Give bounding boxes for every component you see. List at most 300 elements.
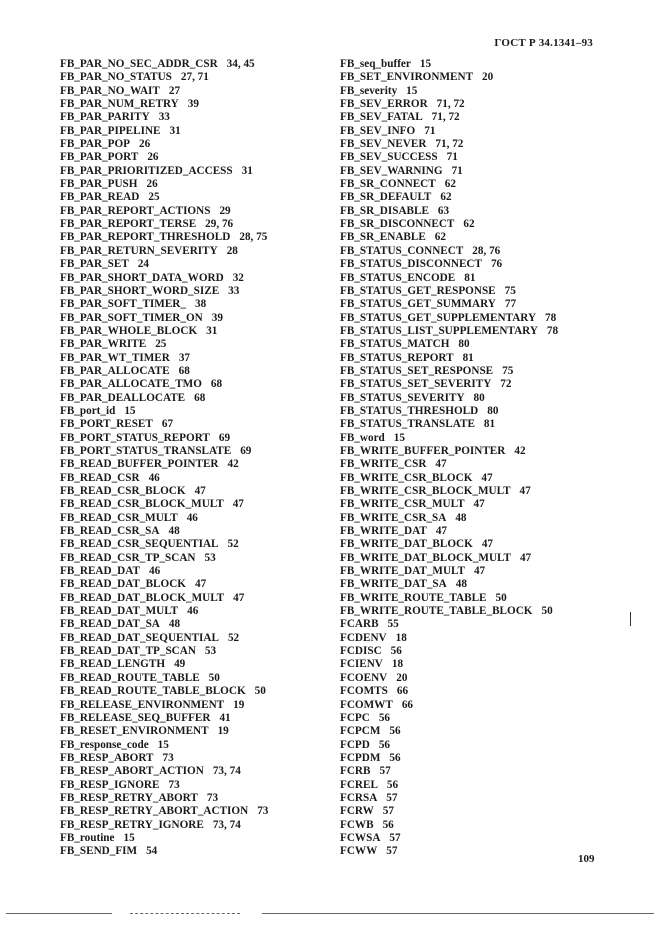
index-term: FB_severity	[340, 84, 398, 97]
index-page-refs: 75	[502, 364, 514, 377]
index-page-refs: 73, 74	[212, 765, 241, 778]
index-entry	[340, 111, 590, 124]
index-page-refs: 47	[473, 565, 486, 578]
index-page-refs: 62	[434, 231, 446, 244]
index-term: FB_WRITE_ROUTE_TABLE_BLOCK	[340, 605, 533, 618]
index-term: FB_READ_CSR_MULT	[60, 511, 178, 524]
index-page-refs: 67	[161, 418, 174, 431]
index-term: FB_STATUS_GET_RESPONSE	[340, 284, 496, 297]
index-entry	[340, 779, 590, 792]
index-entry	[60, 245, 320, 258]
index-page-refs: 46	[187, 605, 199, 618]
index-term: FB_WRITE_CSR	[340, 458, 427, 471]
index-entry	[340, 138, 590, 151]
index-entry	[340, 365, 590, 378]
index-term: FB_SR_DISABLE	[340, 204, 429, 217]
index-term: FB_RESP_RETRY_IGNORE	[60, 818, 204, 831]
index-term: FB_SEV_INFO	[340, 124, 416, 137]
index-term: FB_READ_BUFFER_POINTER	[60, 458, 219, 471]
index-page-refs: 47	[481, 538, 494, 551]
index-entry	[60, 258, 320, 271]
index-entry	[60, 685, 320, 698]
index-entry	[60, 231, 320, 244]
index-term: FB_PAR_RETURN_SEVERITY	[60, 244, 218, 257]
index-page-refs: 50	[254, 685, 266, 698]
index-entry	[340, 685, 590, 698]
index-page-refs: 18	[395, 631, 407, 644]
index-term: FB_PAR_ALLOCATE_TMO	[60, 378, 202, 391]
index-entry	[60, 111, 320, 124]
index-page-refs: 50	[541, 605, 553, 618]
index-page-refs: 55	[387, 618, 399, 631]
index-page-refs: 29, 76	[205, 218, 234, 231]
index-page-refs: 69	[218, 431, 231, 444]
index-entry	[340, 405, 590, 418]
index-entry	[340, 151, 590, 164]
index-page-refs: 48	[455, 511, 467, 524]
index-term: FB_STATUS_DISCONNECT	[340, 258, 482, 271]
index-page-refs: 54	[146, 845, 158, 858]
footer-rule	[130, 913, 240, 914]
index-term: FB_RELEASE_SEQ_BUFFER	[60, 711, 211, 724]
index-entry	[60, 312, 320, 325]
index-entry	[60, 578, 320, 591]
index-entry	[60, 485, 320, 498]
index-term: FB_PAR_REPORT_TERSE	[60, 218, 197, 231]
index-page-refs: 80	[487, 404, 499, 417]
index-page-refs: 56	[378, 738, 391, 751]
index-entry	[60, 165, 320, 178]
index-term: FB_STATUS_REPORT	[340, 351, 454, 364]
index-page-refs: 80	[458, 338, 470, 351]
index-page-refs: 28, 76	[472, 244, 501, 257]
index-entry	[60, 779, 320, 792]
index-page-refs: 33	[228, 284, 240, 297]
index-page-refs: 68	[178, 364, 190, 377]
index-term: FB_WRITE_BUFFER_POINTER	[340, 444, 506, 457]
index-term: FB_STATUS_LIST_SUPPLEMENTARY	[340, 324, 538, 337]
index-term: FB_SEV_ERROR	[340, 98, 428, 111]
index-page-refs: 53	[204, 645, 217, 658]
index-entry	[340, 325, 590, 338]
index-term: FCIENV	[340, 658, 383, 671]
index-term: FB_WRITE_DAT_BLOCK	[340, 538, 473, 551]
page-number: 109	[578, 853, 595, 865]
index-entry	[340, 525, 590, 538]
index-page-refs: 49	[174, 658, 186, 671]
index-page-refs: 48	[168, 618, 181, 631]
index-term: FB_STATUS_THRESHOLD	[340, 404, 479, 417]
index-page-refs: 19	[233, 698, 245, 711]
index-entry	[340, 645, 590, 658]
index-term: FB_PAR_PRIORITIZED_ACCESS	[60, 164, 233, 177]
index-page-refs: 72	[500, 378, 512, 391]
index-term: FB_READ_CSR_TP_SCAN	[60, 551, 196, 564]
index-entry	[60, 138, 320, 151]
index-column-left	[60, 58, 320, 859]
index-term: FB_READ_DAT_SA	[60, 618, 160, 631]
index-term: FB_WRITE_CSR_BLOCK_MULT	[340, 485, 511, 497]
index-page-refs: 68	[194, 391, 206, 404]
index-entry	[340, 472, 590, 485]
index-entry	[60, 458, 320, 471]
index-term: FB_STATUS_SET_SEVERITY	[340, 378, 492, 391]
index-page-refs: 24	[137, 258, 149, 271]
index-page-refs: 57	[382, 805, 394, 818]
index-page-refs: 81	[462, 351, 474, 364]
index-page-refs: 52	[227, 631, 240, 644]
index-entry	[340, 632, 590, 645]
index-term: FB_STATUS_SET_RESPONSE	[340, 364, 494, 377]
index-term: FB_PAR_NO_WAIT	[60, 84, 160, 97]
index-page-refs: 56	[382, 818, 394, 831]
index-entry	[340, 805, 590, 818]
index-page-refs: 47	[435, 525, 448, 538]
index-entry	[340, 71, 590, 84]
index-entry	[340, 552, 590, 565]
index-entry	[340, 765, 590, 778]
index-page-refs: 37	[178, 351, 190, 364]
index-term: FB_STATUS_GET_SUPPLEMENTARY	[340, 311, 537, 324]
index-entry	[60, 218, 320, 231]
index-entry	[60, 352, 320, 365]
index-page-refs: 71	[446, 151, 458, 164]
footer-rule	[262, 913, 654, 914]
index-entry	[340, 312, 590, 325]
index-page-refs: 57	[386, 845, 398, 858]
index-entry	[60, 472, 320, 485]
index-entry	[340, 699, 590, 712]
index-term: FB_PAR_REPORT_ACTIONS	[60, 204, 211, 217]
index-page-refs: 27	[168, 84, 181, 97]
index-term: FB_STATUS_GET_SUMMARY	[340, 298, 496, 311]
index-entry	[60, 205, 320, 218]
index-page-refs: 25	[155, 338, 167, 351]
index-page-refs: 38	[194, 298, 207, 311]
index-term: FB_SEV_WARNING	[340, 164, 443, 177]
index-term: FB_PAR_PARITY	[60, 111, 150, 124]
index-entry	[340, 418, 590, 431]
index-page-refs: 20	[396, 671, 408, 684]
index-term: FCWB	[340, 818, 374, 831]
index-entry	[60, 272, 320, 285]
index-entry	[60, 178, 320, 191]
index-entry	[340, 205, 590, 218]
index-entry	[60, 752, 320, 765]
index-entry	[60, 832, 320, 845]
index-term: FB_SR_ENABLE	[340, 231, 426, 244]
index-page-refs: 57	[389, 831, 401, 844]
index-term: FB_seq_buffer	[340, 58, 411, 70]
index-term: FB_PAR_SHORT_DATA_WORD	[60, 271, 224, 284]
index-entry	[340, 712, 590, 725]
index-page-refs: 15	[406, 84, 418, 97]
index-entry	[60, 739, 320, 752]
index-entry	[60, 725, 320, 738]
index-page-refs: 73	[257, 805, 269, 818]
index-page-refs: 68	[210, 378, 223, 391]
index-entry	[60, 819, 320, 832]
index-page-refs: 57	[386, 791, 398, 804]
index-term: FCPCM	[340, 725, 381, 738]
index-entry	[60, 85, 320, 98]
index-entry	[60, 392, 320, 405]
index-page-refs: 25	[148, 191, 160, 204]
index-entry	[60, 432, 320, 445]
index-term: FCOMWT	[340, 698, 393, 711]
index-term: FCPC	[340, 711, 370, 724]
index-entry	[340, 298, 590, 311]
index-term: FCDENV	[340, 631, 387, 644]
index-term: FB_PAR_NO_STATUS	[60, 71, 172, 84]
index-entry	[340, 672, 590, 685]
index-term: FCRW	[340, 805, 374, 818]
index-term: FCARB	[340, 618, 379, 631]
index-page-refs: 57	[379, 765, 391, 778]
index-page-refs: 15	[419, 58, 432, 70]
index-entry	[60, 552, 320, 565]
index-entry	[60, 618, 320, 631]
index-term: FB_PAR_SOFT_TIMER_ON	[60, 311, 203, 324]
index-page-refs: 26	[139, 138, 151, 151]
index-term: FB_routine	[60, 831, 115, 844]
index-page-refs: 66	[401, 698, 414, 711]
index-entry	[60, 191, 320, 204]
index-term: FB_READ_ROUTE_TABLE	[60, 671, 200, 684]
index-page-refs: 20	[482, 71, 494, 84]
index-entry	[60, 338, 320, 351]
index-term: FB_PAR_PUSH	[60, 178, 138, 191]
index-term: FB_READ_CSR_BLOCK_MULT	[60, 498, 224, 511]
index-entry	[340, 218, 590, 231]
index-term: FCREL	[340, 778, 378, 791]
index-entry	[340, 512, 590, 525]
index-term: FB_STATUS_SEVERITY	[340, 391, 465, 404]
index-page-refs: 47	[435, 458, 447, 471]
index-term: FB_response_code	[60, 738, 149, 751]
index-term: FB_READ_DAT_BLOCK_MULT	[60, 591, 225, 604]
index-term: FB_PAR_DEALLOCATE	[60, 391, 186, 404]
index-page-refs: 81	[464, 271, 476, 284]
index-term: FB_READ_LENGTH	[60, 658, 166, 671]
index-term: FB_READ_DAT_SEQUENTIAL	[60, 631, 219, 644]
index-page-refs: 50	[208, 671, 220, 684]
index-term: FCRSA	[340, 791, 378, 804]
index-entry	[340, 125, 590, 138]
index-term: FB_PAR_WT_TIMER	[60, 351, 170, 364]
index-page-refs: 19	[217, 725, 229, 738]
index-page-refs: 81	[483, 418, 496, 431]
index-page-refs: 71	[424, 124, 436, 137]
index-page-refs: 47	[473, 498, 485, 511]
index-page-refs: 47	[519, 551, 532, 564]
index-term: FCDISC	[340, 645, 382, 658]
index-term: FB_WRITE_DAT_SA	[340, 578, 447, 591]
index-term: FB_SEV_NEVER	[340, 138, 427, 151]
index-term: FB_WRITE_CSR_BLOCK	[340, 471, 473, 484]
index-entry	[60, 645, 320, 658]
index-page-refs: 41	[219, 711, 231, 724]
index-page-refs: 31	[169, 124, 181, 137]
index-entry	[60, 378, 320, 391]
index-entry	[340, 178, 590, 191]
index-entry	[60, 325, 320, 338]
index-page-refs: 42	[514, 444, 526, 457]
index-entry	[340, 485, 590, 498]
index-page-refs: 78	[546, 324, 559, 337]
index-entry	[340, 565, 590, 578]
index-entry	[340, 658, 590, 671]
index-term: FB_READ_CSR_SEQUENTIAL	[60, 538, 219, 551]
index-term: FCWSA	[340, 831, 381, 844]
index-term: FB_RELEASE_ENVIRONMENT	[60, 698, 225, 711]
index-term: FCPD	[340, 738, 370, 751]
index-term: FB_PAR_READ	[60, 191, 140, 204]
index-entry	[60, 498, 320, 511]
index-page-refs: 77	[504, 298, 517, 311]
index-term: FB_SR_DISCONNECT	[340, 218, 455, 231]
index-entry	[340, 285, 590, 298]
index-page-refs: 47	[194, 485, 206, 497]
index-term: FB_word	[340, 431, 385, 444]
index-term: FB_PAR_PORT	[60, 151, 139, 164]
index-page-refs: 47	[519, 485, 531, 497]
index-entry	[60, 565, 320, 578]
index-entry	[60, 765, 320, 778]
index-page-refs: 69	[240, 444, 252, 457]
index-entry	[60, 298, 320, 311]
index-entry	[340, 739, 590, 752]
index-page-refs: 48	[168, 525, 180, 538]
index-page-refs: 47	[481, 471, 493, 484]
index-page-refs: 56	[389, 725, 401, 738]
index-page-refs: 50	[495, 591, 507, 604]
index-page-refs: 15	[123, 831, 135, 844]
index-page-refs: 71	[451, 164, 463, 177]
index-term: FB_READ_DAT_BLOCK	[60, 578, 186, 591]
index-entry	[60, 632, 320, 645]
index-term: FB_PAR_SET	[60, 258, 129, 271]
index-page-refs: 32	[232, 271, 244, 284]
index-entry	[340, 432, 590, 445]
index-term: FB_READ_CSR	[60, 471, 140, 484]
index-page-refs: 76	[490, 258, 503, 271]
index-page-refs: 80	[473, 391, 485, 404]
index-page-refs: 46	[186, 511, 198, 524]
index-entry	[60, 699, 320, 712]
index-term: FB_READ_CSR_BLOCK	[60, 485, 186, 497]
index-page-refs: 73	[162, 751, 174, 764]
index-entry	[60, 672, 320, 685]
index-page-refs: 28, 75	[239, 231, 268, 244]
index-entry	[60, 805, 320, 818]
index-page-refs: 15	[157, 738, 169, 751]
index-column-right	[340, 58, 590, 859]
index-term: FB_WRITE_DAT_BLOCK_MULT	[340, 551, 511, 564]
index-term: FCOENV	[340, 671, 388, 684]
index-page-refs: 42	[227, 458, 239, 471]
index-term: FB_WRITE_DAT	[340, 525, 427, 538]
index-entry	[340, 98, 590, 111]
index-entry	[60, 365, 320, 378]
index-page-refs: 71, 72	[431, 111, 460, 124]
index-page-refs: 31	[206, 324, 218, 337]
index-page-refs: 66	[396, 685, 409, 698]
index-term: FB_RESP_IGNORE	[60, 778, 160, 791]
index-page-refs: 39	[187, 98, 199, 111]
index-entry	[340, 819, 590, 832]
index-page-refs: 15	[393, 431, 405, 444]
index-entry	[340, 191, 590, 204]
margin-mark	[630, 612, 631, 626]
index-term: FCOMTS	[340, 685, 388, 698]
index-entry	[340, 272, 590, 285]
index-page-refs: 26	[146, 178, 158, 191]
index-entry	[340, 352, 590, 365]
index-entry	[340, 832, 590, 845]
index-page-refs: 26	[147, 151, 159, 164]
index-term: FB_STATUS_MATCH	[340, 338, 450, 351]
index-page-refs: 62	[444, 178, 456, 191]
index-term: FB_SEV_FATAL	[340, 111, 423, 124]
index-entry	[340, 538, 590, 551]
index-entry	[60, 405, 320, 418]
index-page-refs: 47	[232, 498, 244, 511]
index-entry	[60, 792, 320, 805]
index-entry	[60, 605, 320, 618]
index-page-refs: 56	[390, 645, 402, 658]
index-entry	[340, 725, 590, 738]
index-term: FB_PAR_WRITE	[60, 338, 147, 351]
index-entry	[60, 151, 320, 164]
index-entry	[340, 618, 590, 631]
index-term: FB_WRITE_ROUTE_TABLE	[340, 591, 487, 604]
index-entry	[60, 712, 320, 725]
index-page-refs: 73	[168, 778, 180, 791]
index-page-refs: 78	[545, 311, 557, 324]
footer-rule	[6, 913, 112, 914]
index-page-refs: 47	[233, 591, 245, 604]
index-term: FB_PAR_ALLOCATE	[60, 364, 170, 377]
index-term: FB_SEND_FIM	[60, 845, 138, 858]
index-entry	[60, 285, 320, 298]
index-term: FB_READ_ROUTE_TABLE_BLOCK	[60, 685, 246, 698]
index-page-refs: 39	[211, 311, 223, 324]
index-entry	[60, 125, 320, 138]
index-page-refs: 34, 45	[226, 58, 255, 70]
index-entry	[60, 538, 320, 551]
index-term: FB_RESET_ENVIRONMENT	[60, 725, 209, 738]
index-term: FB_RESP_RETRY_ABORT_ACTION	[60, 805, 249, 818]
index-entry	[60, 658, 320, 671]
index-entry	[340, 378, 590, 391]
index-term: FB_SR_CONNECT	[340, 178, 436, 191]
index-page-refs: 71, 72	[435, 138, 464, 151]
index-term: FB_WRITE_DAT_MULT	[340, 565, 465, 578]
index-entry	[60, 71, 320, 84]
index-entry	[60, 98, 320, 111]
index-term: FB_PAR_POP	[60, 138, 131, 151]
index-term: FB_WRITE_CSR_MULT	[340, 498, 465, 511]
index-page-refs: 46	[148, 565, 161, 578]
index-entry	[340, 231, 590, 244]
index-entry	[340, 392, 590, 405]
index-entry	[340, 792, 590, 805]
index-term: FB_RESP_RETRY_ABORT	[60, 791, 198, 804]
index-entry	[340, 258, 590, 271]
index-term: FB_READ_DAT_TP_SCAN	[60, 645, 196, 658]
index-term: FB_RESP_ABORT_ACTION	[60, 765, 204, 778]
